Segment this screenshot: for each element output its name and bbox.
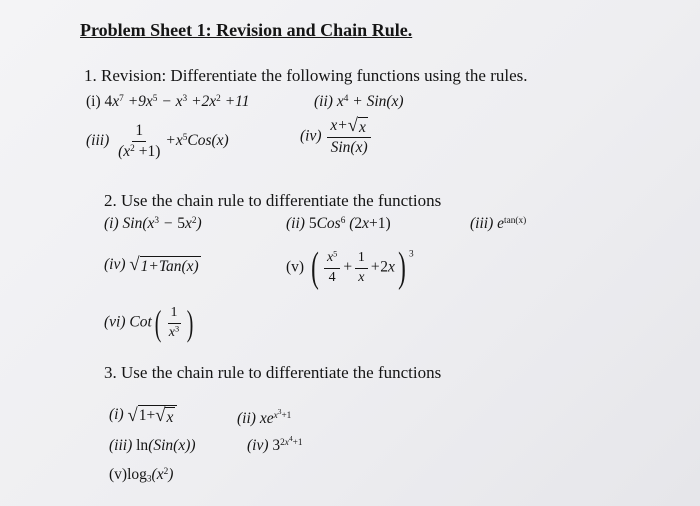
q1-iii-numerator: 1: [132, 122, 146, 142]
q3-heading: 3. Use the chain rule to differentiate the functions: [104, 363, 442, 382]
q2-item-iv: (iv) √ 1+Tan(x): [104, 254, 199, 276]
q1-item-i: (i) $4x^7 +9x^5 - x^3 +2x^2 +11$: [86, 93, 250, 110]
q3-iv-label: (iv): [247, 437, 269, 454]
q3-item-i: (i) √ 1+ √ x: [109, 405, 177, 426]
q1-item-iv: (iv) x+ √ x Sin(x): [300, 117, 373, 157]
q2-item-v: (v) ( $\frac{x^5}{4}$ + $\frac{1}{x}$ +2x) $^3$: [286, 245, 414, 291]
q2-item-iii: (iii) $e^{tan(x)}$: [470, 215, 527, 232]
q2-iv-radicand: 1+Tan(x): [140, 258, 199, 275]
q3-item-v: $(v)\log_3(x^2)$: [109, 466, 174, 485]
q2-i-label: (i): [104, 215, 119, 232]
q1-item-iii: (iii) $\frac{1}{(x^2 +1)}$ $+x^5Cos(x)$: [86, 122, 229, 160]
q2-iii-exponent: tan(x): [504, 215, 527, 226]
q3-item-ii: (ii) $xe^{x^3+1}$: [237, 406, 292, 427]
q2-ii-label: (ii): [286, 215, 305, 232]
q2-vi-label: (vi): [104, 313, 126, 331]
q1-ii-label: (ii): [314, 93, 333, 110]
q2-heading: 2. Use the chain rule to differentiate the functions: [104, 191, 442, 210]
q2-item-ii: (ii) 5Cos$^6$ (2x+1): [286, 215, 391, 232]
q2-v-label: (v): [286, 258, 305, 276]
q3-v-label: (v): [109, 466, 128, 483]
q1-i-label: (i): [86, 93, 101, 110]
q3-iii-label: (iii): [109, 437, 133, 454]
q3-ii-label: (ii): [237, 410, 256, 427]
q3-i-label: (i): [109, 406, 124, 424]
page-title: Problem Sheet 1: Revision and Chain Rule.: [80, 20, 413, 40]
q1-iv-denominator: Sin(x): [330, 139, 368, 157]
q2-iii-label: (iii): [470, 215, 494, 232]
q1-heading: 1. Revision: Differentiate the following functions using the rules.: [84, 66, 528, 85]
q2-item-i: (i) $Sin(x^3 - 5x^2)$: [104, 215, 202, 232]
q2-item-vi: (vi) Cot( $\frac{1}{x^3}$ ): [104, 303, 194, 343]
q1-iii-label: (iii): [86, 131, 110, 149]
q1-iv-label: (iv): [300, 127, 322, 145]
q3-item-iii: (iii) ln(Sin(x)): [109, 437, 196, 454]
q3-item-iv: (iv) $3^{2x^4+1}$: [247, 433, 303, 454]
q3-iii-argument: (Sin(x)): [148, 437, 196, 454]
q1-item-ii: (ii) $x^4 + Sin(x)$: [314, 93, 404, 110]
q2-iv-label: (iv): [104, 256, 126, 274]
